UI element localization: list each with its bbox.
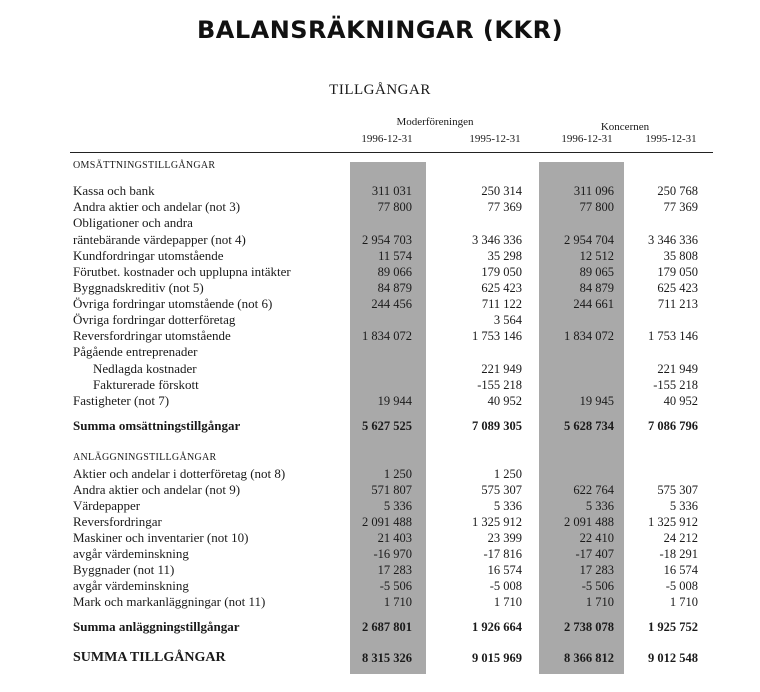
cell-group-1996: 311 096 [573, 184, 614, 198]
cell-parent-1995: 1 710 [493, 595, 522, 609]
cell-group-1996: 12 512 [579, 249, 614, 263]
cell-group-1995: 1 925 752 [648, 620, 698, 634]
cell-parent-1996: 8 315 326 [362, 651, 412, 665]
cell-group-1995: 250 768 [657, 184, 698, 198]
cell-parent-1996: 21 403 [377, 531, 412, 545]
cell-group-1996: -5 506 [581, 579, 614, 593]
table-row [0, 514, 760, 530]
column-header-parent-1995: 1995-12-31 [469, 133, 521, 145]
cell-parent-1996: 1 710 [383, 595, 412, 609]
page-title: BALANSRÄKNINGAR (KKR) [196, 16, 564, 44]
row-label: ANLÄGGNINGSTILLGÅNGAR [73, 452, 217, 463]
cell-parent-1996: -5 506 [379, 579, 412, 593]
row-label: Obligationer och andra [73, 215, 193, 230]
row-label: Förutbet. kostnader och upplupna intäkter [73, 264, 291, 279]
cell-parent-1995: -155 218 [477, 378, 522, 392]
section-subtitle: TILLGÅNGAR [329, 82, 431, 98]
section-heading-row [0, 450, 760, 466]
row-label: OMSÄTTNINGSTILLGÅNGAR [73, 160, 216, 171]
cell-parent-1995: 16 574 [487, 563, 522, 577]
cell-parent-1995: 1 325 912 [472, 515, 522, 529]
row-label: avgår värdeminskning [73, 578, 189, 593]
cell-group-1995: 575 307 [657, 483, 698, 497]
cell-group-1995: 77 369 [663, 200, 698, 214]
cell-group-1996: 17 283 [579, 563, 614, 577]
cell-parent-1996: 2 091 488 [362, 515, 412, 529]
cell-parent-1996: 2 954 703 [362, 233, 412, 247]
total-row [0, 418, 760, 434]
table-row [0, 264, 760, 280]
cell-group-1996: 1 834 072 [564, 329, 614, 343]
cell-group-1996: 77 800 [579, 200, 614, 214]
row-label: Övriga fordringar utomstående (not 6) [73, 296, 273, 311]
cell-parent-1995: 575 307 [481, 483, 522, 497]
cell-group-1995: 16 574 [663, 563, 698, 577]
cell-parent-1995: 7 089 305 [472, 419, 522, 433]
table-row [0, 546, 760, 562]
table-row [0, 199, 760, 215]
table-row [0, 183, 760, 199]
cell-parent-1996: 1 834 072 [362, 329, 412, 343]
cell-parent-1995: 77 369 [487, 200, 522, 214]
row-label: Fastigheter (not 7) [73, 393, 170, 408]
row-label: Reversfordringar [73, 514, 162, 529]
table-row [0, 377, 760, 393]
cell-parent-1996: 11 574 [378, 249, 412, 263]
column-header-group-1995: 1995-12-31 [645, 133, 697, 145]
cell-parent-1995: 221 949 [481, 362, 522, 376]
cell-parent-1996: 89 066 [377, 265, 412, 279]
row-label: Byggnader (not 11) [73, 562, 175, 577]
cell-parent-1995: -17 816 [483, 547, 522, 561]
cell-parent-1995: 250 314 [481, 184, 522, 198]
table-row [0, 232, 760, 248]
cell-group-1996: 2 091 488 [564, 515, 614, 529]
cell-group-1995: -155 218 [653, 378, 698, 392]
cell-group-1996: 89 065 [579, 265, 614, 279]
cell-parent-1996: 17 283 [377, 563, 412, 577]
total-row [0, 619, 760, 635]
cell-group-1996: 2 738 078 [564, 620, 614, 634]
row-label: Fakturerade förskott [93, 377, 199, 392]
cell-group-1995: 24 212 [663, 531, 698, 545]
cell-parent-1995: 5 336 [493, 499, 522, 513]
cell-group-1996: 622 764 [573, 483, 614, 497]
cell-parent-1996: 571 807 [371, 483, 412, 497]
cell-parent-1996: 5 336 [383, 499, 412, 513]
cell-group-1995: 1 753 146 [648, 329, 698, 343]
cell-parent-1995: 1 753 146 [472, 329, 522, 343]
cell-group-1996: 2 954 704 [564, 233, 614, 247]
cell-group-1996: 84 879 [579, 281, 614, 295]
cell-group-1995: 40 952 [663, 394, 698, 408]
column-header-group-1996: 1996-12-31 [561, 133, 613, 145]
cell-group-1995: 35 808 [663, 249, 698, 263]
table-row [0, 361, 760, 377]
header-divider [70, 152, 713, 153]
row-label: SUMMA TILLGÅNGAR [73, 650, 226, 665]
cell-parent-1996: 77 800 [377, 200, 412, 214]
cell-group-1996: 1 710 [585, 595, 614, 609]
table-row [0, 296, 760, 312]
cell-parent-1995: 35 298 [487, 249, 522, 263]
cell-group-1996: -17 407 [575, 547, 614, 561]
cell-parent-1995: 3 564 [493, 313, 522, 327]
table-row [0, 312, 760, 328]
row-label: räntebärande värdepapper (not 4) [73, 232, 246, 247]
cell-group-1995: 1 710 [669, 595, 698, 609]
section-heading-row [0, 158, 760, 174]
table-row [0, 530, 760, 546]
row-label: Övriga fordringar dotterföretag [73, 312, 236, 327]
row-label: Andra aktier och andelar (not 3) [73, 199, 241, 214]
total-row [0, 650, 760, 666]
cell-parent-1996: 19 944 [377, 394, 412, 408]
cell-group-1995: 9 012 548 [648, 651, 698, 665]
row-label: Byggnadskreditiv (not 5) [73, 280, 204, 295]
cell-group-1995: 625 423 [657, 281, 698, 295]
table-row [0, 328, 760, 344]
cell-group-1995: 711 213 [657, 297, 698, 311]
cell-parent-1995: 625 423 [481, 281, 522, 295]
cell-parent-1996: 5 627 525 [362, 419, 412, 433]
table-row [0, 498, 760, 514]
cell-parent-1996: 84 879 [377, 281, 412, 295]
cell-group-1995: 7 086 796 [648, 419, 698, 433]
cell-parent-1995: 23 399 [487, 531, 522, 545]
table-row [0, 280, 760, 296]
cell-group-1996: 22 410 [579, 531, 614, 545]
cell-parent-1995: 179 050 [481, 265, 522, 279]
cell-group-1995: 5 336 [669, 499, 698, 513]
row-label: Mark och markanläggningar (not 11) [73, 594, 266, 609]
row-label: Nedlagda kostnader [93, 361, 197, 376]
cell-parent-1995: 1 250 [493, 467, 522, 481]
table-row [0, 482, 760, 498]
table-row [0, 344, 760, 360]
row-label: Kassa och bank [73, 183, 155, 198]
cell-group-1996: 5 336 [585, 499, 614, 513]
table-row [0, 594, 760, 610]
cell-parent-1996: 311 031 [371, 184, 412, 198]
cell-group-1995: 1 325 912 [648, 515, 698, 529]
row-label: Kundfordringar utomstående [73, 248, 224, 263]
row-label: Summa anläggningstillgångar [73, 619, 240, 634]
row-label: Reversfordringar utomstående [73, 328, 231, 343]
cell-parent-1996: 244 456 [371, 297, 412, 311]
table-row [0, 466, 760, 482]
cell-group-1996: 5 628 734 [564, 419, 614, 433]
cell-group-1996: 244 661 [573, 297, 614, 311]
table-row [0, 393, 760, 409]
cell-parent-1995: 40 952 [487, 394, 522, 408]
group-header-group: Koncernen [600, 121, 650, 133]
cell-group-1995: -18 291 [659, 547, 698, 561]
row-label: Värdepapper [73, 498, 141, 513]
cell-parent-1995: 3 346 336 [472, 233, 522, 247]
row-label: avgår värdeminskning [73, 546, 189, 561]
cell-group-1996: 8 366 812 [564, 651, 614, 665]
column-header-parent-1996: 1996-12-31 [361, 133, 413, 145]
row-label: Aktier och andelar i dotterföretag (not 8) [73, 466, 286, 481]
cell-group-1996: 19 945 [579, 394, 614, 408]
cell-parent-1995: -5 008 [489, 579, 522, 593]
row-label: Pågående entreprenader [73, 344, 198, 359]
row-label: Andra aktier och andelar (not 9) [73, 482, 241, 497]
cell-group-1995: 179 050 [657, 265, 698, 279]
table-row [0, 248, 760, 264]
cell-parent-1996: 2 687 801 [362, 620, 412, 634]
table-row [0, 215, 760, 231]
group-header-parent: Moderföreningen [396, 116, 474, 128]
cell-parent-1995: 9 015 969 [472, 651, 522, 665]
cell-parent-1995: 711 122 [481, 297, 522, 311]
cell-group-1995: -5 008 [665, 579, 698, 593]
cell-parent-1996: -16 970 [373, 547, 412, 561]
cell-group-1995: 221 949 [657, 362, 698, 376]
table-row [0, 562, 760, 578]
row-label: Maskiner och inventarier (not 10) [73, 530, 249, 545]
cell-parent-1996: 1 250 [383, 467, 412, 481]
table-row [0, 578, 760, 594]
row-label: Summa omsättningstillgångar [73, 418, 241, 433]
cell-group-1995: 3 346 336 [648, 233, 698, 247]
cell-parent-1995: 1 926 664 [472, 620, 522, 634]
